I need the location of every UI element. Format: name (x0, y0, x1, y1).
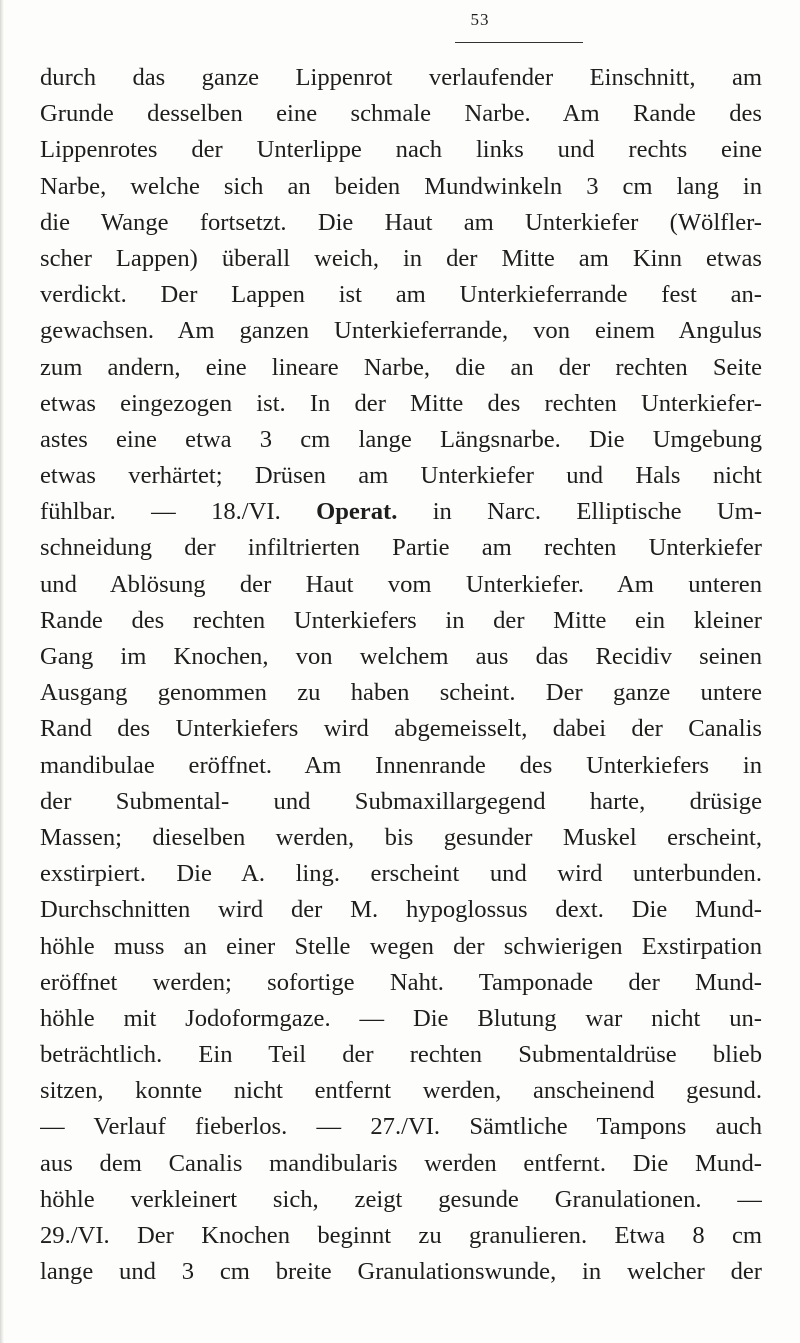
text-line: exstirpiert. Die A. ling. erscheint und wird unterbunden. (40, 860, 762, 888)
text-line: Gang im Knochen, von welchem aus das Recidiv seinen (40, 643, 762, 670)
text-line: und Ablösung der Haut vom Unterkiefer. Am unteren (40, 570, 762, 598)
text-line: mandibulae eröffnet. Am Innenrande des Unterkiefers in (40, 751, 762, 779)
page-number: 53 (470, 10, 490, 29)
text-line: Lippenrotes der Unterlippe nach links und rechts eine (40, 136, 762, 164)
text-line: Grunde desselben eine schmale Narbe. Am Rande des (40, 100, 762, 128)
body-text (40, 60, 762, 1290)
text-line: höhle verkleinert sich, zeigt gesunde Granulationen. — (40, 1185, 762, 1213)
text-line: etwas eingezogen ist. In der Mitte des rechten Unterkiefer- (40, 389, 762, 417)
text-line: beträchtlich. Ein Teil der rechten Submentaldrüse blieb (40, 1041, 762, 1069)
text-line: Rande des rechten Unterkiefers in der Mitte ein kleiner (40, 606, 762, 634)
text-line: der Submental- und Submaxillargegend harte, drüsige (40, 787, 762, 815)
text-line: astes eine etwa 3 cm lange Längsnarbe. Die Umgebung (40, 425, 762, 453)
text-line: zum andern, eine lineare Narbe, die an der rechten Seite (40, 353, 762, 381)
text-line: 29./VI. Der Knochen beginnt zu granulieren. Etwa 8 cm (40, 1222, 762, 1249)
text-line: durch das ganze Lippenrot verlaufender Einschnitt, am (40, 64, 762, 91)
text-line: Massen; dieselben werden, bis gesunder Muskel erscheint, (40, 823, 762, 851)
page-edge-shadow (0, 0, 4, 1343)
text-line: die Wange fortsetzt. Die Haut am Unterkiefer (Wölfler- (40, 208, 762, 236)
text-line: gewachsen. Am ganzen Unterkieferrande, von einem Angulus (40, 317, 762, 345)
text-line: eröffnet werden; sofortige Naht. Tamponade der Mund- (40, 968, 762, 996)
text-line: Rand des Unterkiefers wird abgemeisselt, dabei der Canalis (40, 715, 762, 743)
text-line: sitzen, konnte nicht entfernt werden, anscheinend gesund. (40, 1077, 762, 1105)
text-line: aus dem Canalis mandibularis werden entfernt. Die Mund- (40, 1149, 762, 1177)
text-line (40, 494, 762, 530)
text-segment: in Narc. Elliptische Um- (397, 498, 762, 526)
text-line: lange und 3 cm breite Granulationswunde, in welcher der (40, 1258, 762, 1286)
text-line: höhle mit Jodoformgaze. — Die Blutung war nicht un- (40, 1004, 762, 1032)
text-line: höhle muss an einer Stelle wegen der schwierigen Exstirpation (40, 932, 762, 960)
text-line: Narbe, welche sich an beiden Mundwinkeln 3 cm lang in (40, 172, 762, 200)
text-segment: fühlbar. — 18./VI. (40, 498, 317, 526)
text-line: Ausgang genommen zu haben scheint. Der ganze untere (40, 679, 762, 707)
page-number-rule (455, 42, 583, 43)
text-line: schneidung der infiltrierten Partie am rechten Unterkiefer (40, 534, 762, 562)
text-line: scher Lappen) überall weich, in der Mitte am Kinn etwas (40, 244, 762, 272)
text-line: etwas verhärtet; Drüsen am Unterkiefer und Hals nicht (40, 462, 762, 490)
bold-term: Operat. (316, 498, 398, 526)
text-line: verdickt. Der Lappen ist am Unterkieferrande fest an- (40, 281, 762, 309)
text-line: Durchschnitten wird der M. hypoglossus dext. Die Mund- (40, 896, 762, 924)
text-line: — Verlauf fieberlos. — 27./VI. Sämtliche Tampons auch (40, 1113, 762, 1141)
